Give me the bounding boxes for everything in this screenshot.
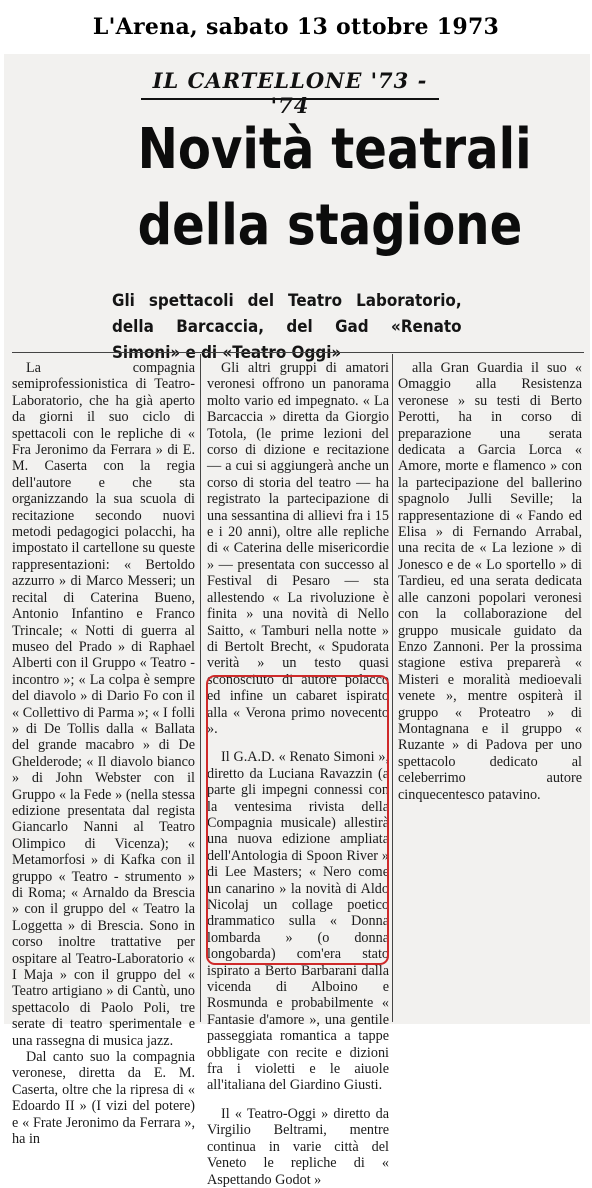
headline-line-2: della stagione [137, 193, 523, 258]
column-3 [398, 360, 582, 803]
column-2-paragraph-3: Il « Teatro-Oggi » diretto da Virgilio Beltrami, mentre continua in varie città del Veneto le repliche di « Aspettando Godot » [207, 1105, 389, 1188]
column-3-paragraph-1: alla Gran Guardia il suo « Omaggio alla Resistenza veronese » su testi di Berto Perotti, ha in corso di preparazione una serata dedicata a Garcia Lorca « Amore, morte e flamenco » con la partecipazione del ballerino spagnolo Julli Seville; la rappresentazione di « Fando ed Elisa » di Fernando Arrabal, una recita de « La lezione » di Jonesco e de « Lo sportello » di Tardieu, ed una serata dedicata alle canzoni popolari veronesi con la collaborazione del gruppo musicale guidato da Enzo Zannoni. Per la prossima stagione estiva preparerà « Misteri e moralità medioevali venete », mentre ospiterà il gruppo « Proteatro » di Montagnana e il gruppo « Ruzante » di Padova per uno spettacolo dedicato al celeberrimo autore cinquecentesco patavino. [398, 360, 582, 803]
rubric-underline [141, 98, 439, 100]
column-1-paragraph-1: La compagnia semiprofessionistica di Teatro-Laboratorio, che ha già aperto da giorni il suo ciclo di spettacoli con le repliche di « Fra Jeronimo da Ferrara » di E. M. Caserta con la regia dell'autore e che sta organizzando la sua scuola di recitazione secondo nuovi metodi pedagogici polacchi, ha impostato il cartellone su queste rappresentazioni: « Bertoldo azzurro » di Marco Messeri; un recital di Caterina Bueno, Antonio Infantino e Franco Trincale; « Notti di guerra al museo del Prado » di Raphael Alberti con il Gruppo « Teatro - incontro »; « La colpa è sempre del diavolo » di Dario Fo con il « Collettivo di Parma »; « I folli » di De Tollis dalla « Ballata del grande macabro » di De Ghelderode; « Il diavolo bianco » di John Webster con il Gruppo « la Fede » (nella stessa edizione presentata dal regista Giancarlo Nanni al Teatro Olimpico di Vicenza); « Metamorfosi » di Kafka con il gruppo « Teatro - strumento » di Roma; « Arnaldo da Brescia » con il gruppo del « Teatro la Loggetta » di Brescia. Sono in corso inoltre trattative per ospitare al Teatro-Laboratorio « I Maja » con il gruppo del « Teatro artigiano » di Cantù, uno spettacolo di Paolo Poli, tre serate di teatro sperimentale e una rassegna di musica jazz. [12, 360, 195, 1049]
column-divider-2 [392, 354, 393, 1022]
rubric: IL CARTELLONE '73 - '74 [152, 68, 428, 118]
column-top-rule [12, 352, 584, 353]
highlight-box [206, 675, 389, 965]
column-1-paragraph-2: Dal canto suo la compagnia veronese, diretta da E. M. Caserta, oltre che la ripresa di « Edoardo II » (I vizi del potere) e « Frate Jeronimo da Ferrara », ha in [12, 1049, 195, 1148]
column-2-paragraph-2-highlighted: Il G.A.D. « Renato Simoni », diretto da Luciana Ravazzin (a parte gli impegni connessi con la ventesima rivista della Compagnia musicale) allestirà una nuova edizione ampliata dell'Antologia di Spoon River » di Lee Masters; « Nero come un canarino » la novità di Aldo Nicolaj un collage poetico drammatico sulla « Donna lombarda » (o donna longobarda) com'era stato ispirato a Berto Barbarani dalla vicenda di Alboino e Rosmunda e probabilmente « Fantasie d'amore », una gentile passeggiata romantica a tappe obbligate con recite e dizioni fra i violetti e le aiuole all'italiana del Giardino Giusti. [207, 749, 389, 1094]
headline-line-1: Novità teatrali [137, 117, 532, 182]
column-2-paragraph-1: Gli altri gruppi di amatori veronesi offrono un panorama molto vario ed impegnato. « La Barcaccia » diretta da Giorgio Totola, (le prime lezioni del corso di dizione e recitazione — a cui si aggiungerà anche un corso di storia del teatro — ha registrato la partecipazione di una sessantina di allievi fra i 15 e i 20 anni), oltre alle repliche di « Caterina delle misericordie » — presentata con successo al Festival di Pesaro — sta allestendo « La rivoluzione è finita » una novità di Nello Saitto, « Tamburi nella notte » di Bertolt Brecht, « Spudorata verità » un testo quasi sconosciuto di autore polacco ed infine un cabaret ispirato alla « Verona primo novecento ». [207, 360, 389, 737]
column-divider-1 [200, 354, 201, 1022]
subheadline: Gli spettacoli del Teatro Laboratorio, della Barcaccia, del Gad «Renato Simoni» e di «Teatro Oggi» [112, 291, 462, 362]
column-1 [12, 360, 195, 1148]
dateline: L'Arena, sabato 13 ottobre 1973 [92, 14, 500, 40]
